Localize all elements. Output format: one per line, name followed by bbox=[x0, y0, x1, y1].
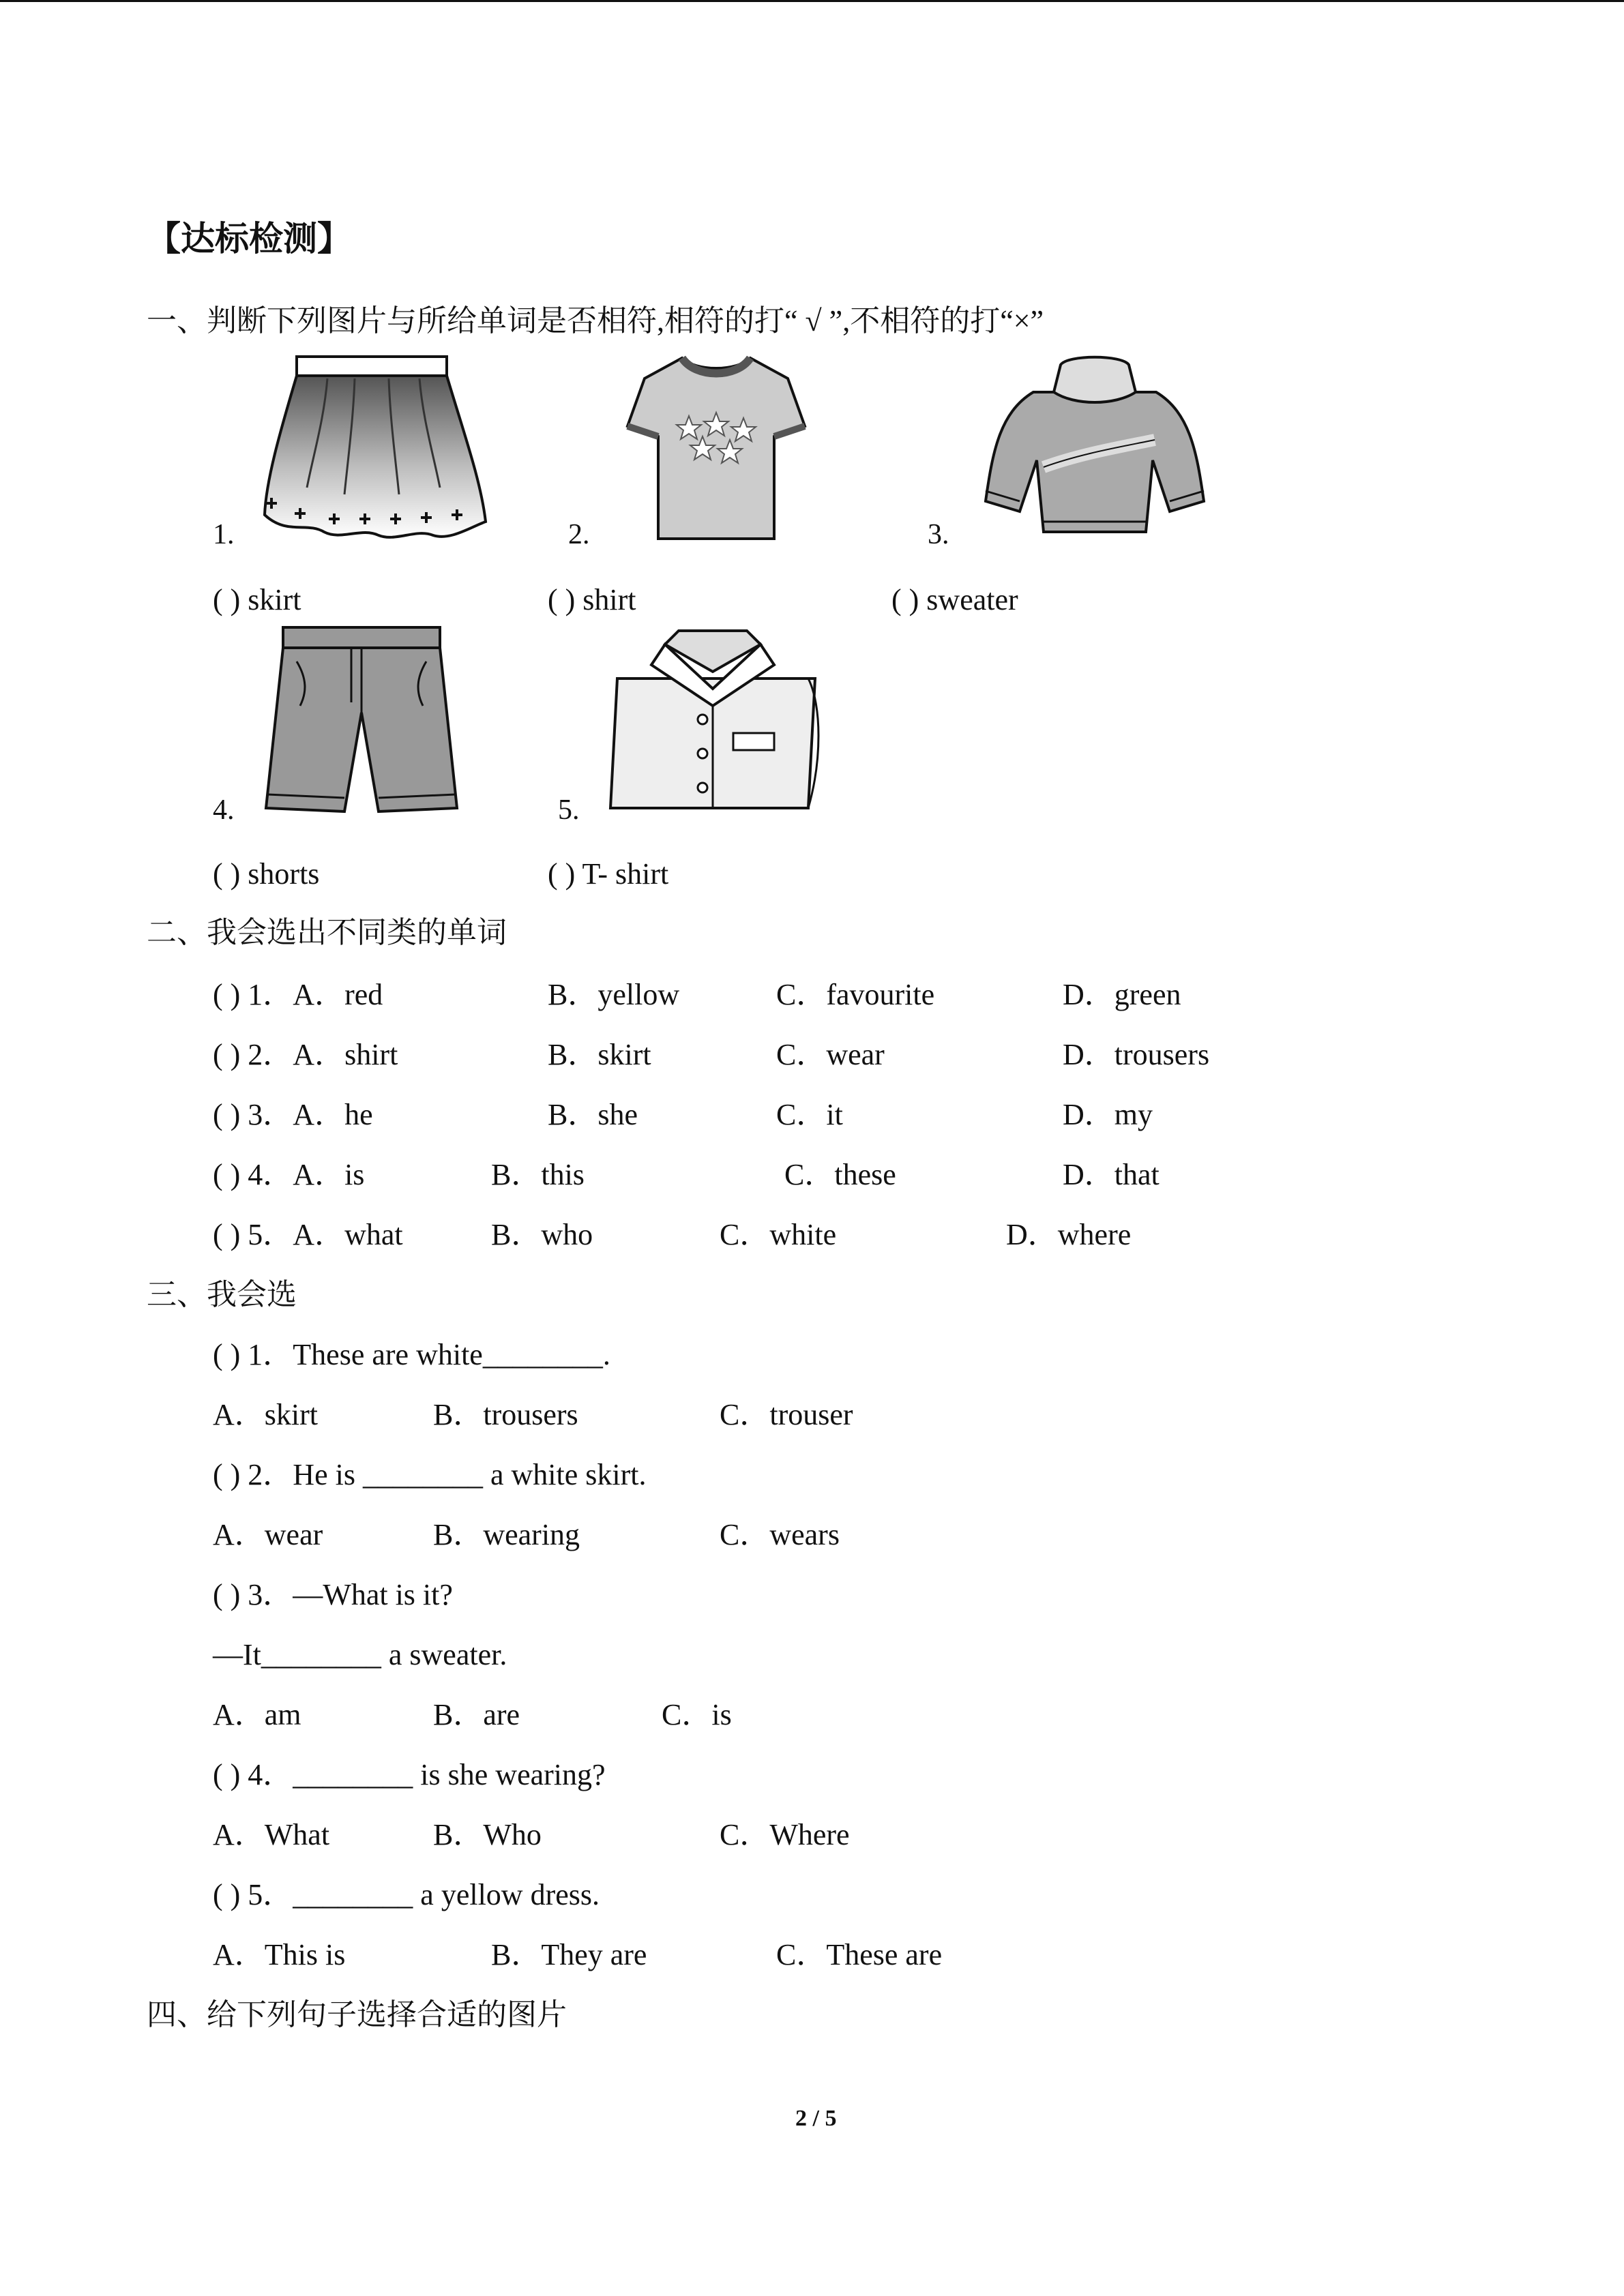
item4-answer: ( ) shorts bbox=[213, 857, 320, 891]
sec2-row5-question: ( ) 5．A．what bbox=[213, 1218, 403, 1251]
sec2-row3-option-d: D．my bbox=[1063, 1098, 1153, 1131]
sec3-q2-option-b: B．wearing bbox=[433, 1518, 580, 1551]
sec3-q3-option-a: A．am bbox=[213, 1698, 301, 1731]
item5-number: 5. bbox=[558, 794, 580, 826]
shorts-icon bbox=[259, 624, 464, 822]
sec2-row1-option-d: D．green bbox=[1063, 978, 1181, 1011]
sec2-row1-question: ( ) 1．A．red bbox=[213, 978, 383, 1011]
sec2-row4-option-b: B．this bbox=[491, 1158, 585, 1191]
sec2-row2-option-d: D．trousers bbox=[1063, 1038, 1210, 1071]
sec3-q3-option-c: C．is bbox=[662, 1698, 732, 1731]
sec2-row1-option-b: B．yellow bbox=[548, 978, 680, 1011]
page-number: 2 / 5 bbox=[795, 2106, 837, 2131]
sec3-q4-option-b: B．Who bbox=[433, 1818, 542, 1851]
sec3-q1-option-a: A．skirt bbox=[213, 1398, 318, 1431]
sec3-q3-option-b: B．are bbox=[433, 1698, 520, 1731]
section2-heading: 二、我会选出不同类的单词 bbox=[147, 916, 507, 949]
item2-answer: ( ) shirt bbox=[548, 583, 636, 616]
skirt-icon bbox=[259, 351, 491, 546]
sec3-q5-option-a: A．This is bbox=[213, 1938, 346, 1971]
sec3-q1-option-b: B．trousers bbox=[433, 1398, 578, 1431]
item4-number: 4. bbox=[213, 794, 235, 826]
sec3-q2-stem: ( ) 2．He is ________ a white skirt. bbox=[213, 1458, 647, 1491]
sec2-row5-option-c: C．white bbox=[720, 1218, 837, 1251]
sec3-q3-stem: ( ) 3．—What is it? bbox=[213, 1578, 453, 1611]
sec2-row2-option-b: B．skirt bbox=[548, 1038, 651, 1071]
sec3-q2-option-a: A．wear bbox=[213, 1518, 323, 1551]
sec2-row4-question: ( ) 4．A．is bbox=[213, 1158, 365, 1191]
item5-answer: ( ) T- shirt bbox=[548, 857, 669, 891]
item3-number: 3. bbox=[928, 519, 949, 550]
item1-answer: ( ) skirt bbox=[213, 583, 301, 616]
sec2-row2-option-c: C．wear bbox=[776, 1038, 885, 1071]
section1-heading: 一、判断下列图片与所给单词是否相符,相符的打“ √ ”,不相符的打“×” bbox=[147, 304, 1044, 338]
sec2-row5-option-b: B．who bbox=[491, 1218, 593, 1251]
item1-number: 1. bbox=[213, 519, 235, 550]
sec3-q5-stem: ( ) 5．________ a yellow dress. bbox=[213, 1878, 600, 1911]
sec2-row1-option-c: C．favourite bbox=[776, 978, 935, 1011]
sweater-icon bbox=[979, 351, 1211, 546]
sec2-row4-option-c: C．these bbox=[784, 1158, 896, 1191]
sec2-row4-option-d: D．that bbox=[1063, 1158, 1160, 1191]
sec3-q5-option-b: B．They are bbox=[491, 1938, 647, 1971]
t-shirt-icon bbox=[621, 351, 812, 546]
sec3-q4-option-c: C．Where bbox=[720, 1818, 850, 1851]
item2-number: 2. bbox=[568, 519, 590, 550]
top-border bbox=[0, 0, 1624, 2]
item3-answer: ( ) sweater bbox=[891, 583, 1018, 616]
sec3-q5-option-c: C．These are bbox=[776, 1938, 943, 1971]
sec3-q4-option-a: A．What bbox=[213, 1818, 330, 1851]
sec3-q4-stem: ( ) 4．________ is she wearing? bbox=[213, 1758, 606, 1791]
shirt-icon bbox=[604, 624, 822, 822]
sec3-q1-option-c: C．trouser bbox=[720, 1398, 853, 1431]
section4-heading: 四、给下列句子选择合适的图片 bbox=[147, 1998, 567, 2031]
sec3-q1-stem: ( ) 1．These are white________. bbox=[213, 1338, 610, 1371]
sec2-row3-option-b: B．she bbox=[548, 1098, 638, 1131]
page-title: 【达标检测】 bbox=[147, 219, 351, 258]
sec3-q2-option-c: C．wears bbox=[720, 1518, 840, 1551]
section3-heading: 三、我会选 bbox=[147, 1278, 297, 1311]
sec2-row3-option-c: C．it bbox=[776, 1098, 843, 1131]
sec3-q3-stem2: —It________ a sweater. bbox=[213, 1638, 507, 1671]
sec2-row2-question: ( ) 2．A．shirt bbox=[213, 1038, 398, 1071]
sec2-row5-option-d: D．where bbox=[1006, 1218, 1132, 1251]
sec2-row3-question: ( ) 3．A．he bbox=[213, 1098, 373, 1131]
